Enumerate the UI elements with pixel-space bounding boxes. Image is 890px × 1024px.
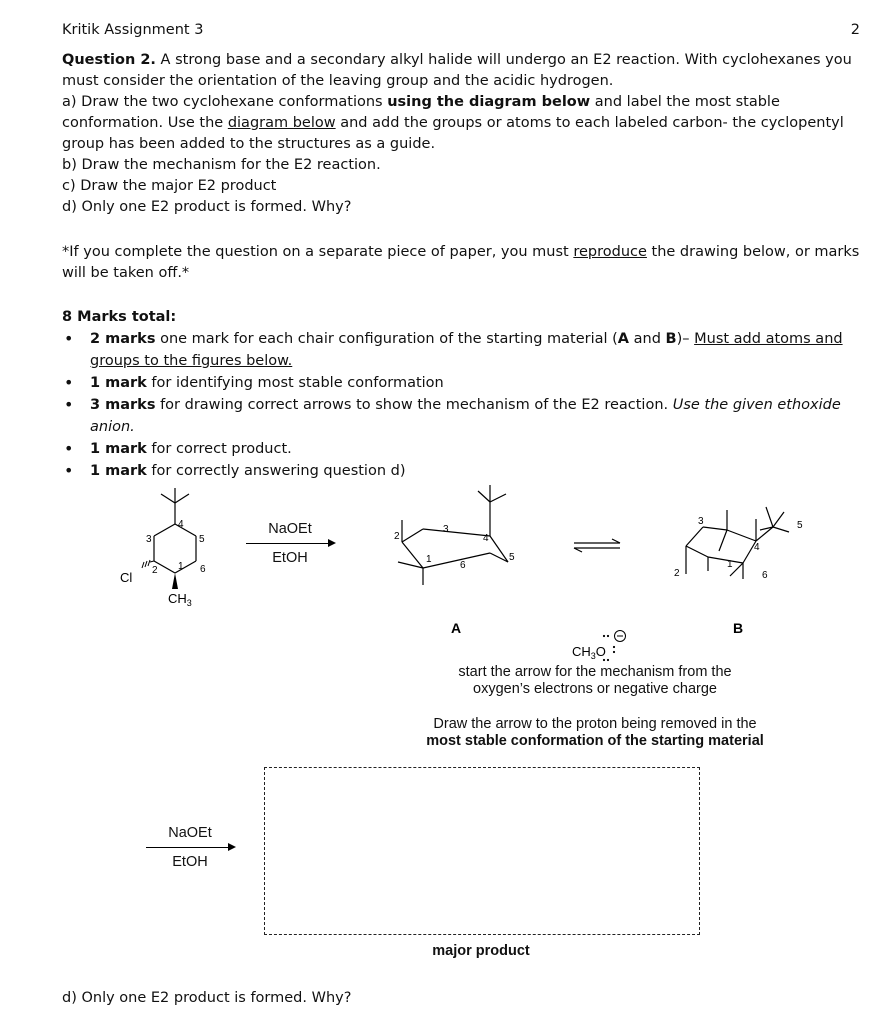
chair-a-number-6: 6 — [460, 560, 466, 571]
reagent-top: NaOEt — [168, 825, 212, 841]
marks-item: • 2 marks one mark for each chair configuration of the starting material (A and B)– Must add atoms and groups to the figures below. — [62, 328, 882, 372]
chair-a-number-2: 2 — [394, 531, 400, 542]
question-part-a: a) Draw the two cyclohexane conformations using the diagram below and label the most stable conformation. Use the diagram below and add the groups or atoms to each labeled carbon- the cyclopentyl group has been added to the structures as a guide. — [62, 94, 844, 152]
chair-b-number-5: 5 — [797, 520, 803, 531]
chair-b-number-3: 3 — [698, 516, 704, 527]
reagents-step-2 — [146, 825, 234, 870]
question-part-b: b) Draw the mechanism for the E2 reaction. — [62, 157, 381, 173]
product-answer-box[interactable] — [264, 767, 700, 935]
reaction-arrow — [246, 543, 334, 544]
chair-a-number-1: 1 — [426, 554, 432, 565]
conformation-b-label: B — [733, 620, 744, 636]
question-block — [62, 50, 862, 218]
marks-item: • 1 mark for identifying most stable conformation — [62, 372, 882, 394]
page-header — [62, 22, 860, 38]
chair-b-number-4: 4 — [754, 542, 760, 553]
mechanism-instruction: start the arrow for the mechanism from the oxygen’s electrons or negative charge — [458, 664, 732, 697]
reaction-arrow — [146, 847, 234, 848]
marks-item: • 3 marks for drawing correct arrows to show the mechanism of the E2 reaction. Use the given ethoxide anion. — [62, 394, 882, 438]
ring-number-6: 6 — [200, 564, 206, 575]
chloro-label: Cl — [120, 570, 133, 585]
starting-material-structure — [142, 488, 196, 573]
question-label: Question 2. — [62, 52, 156, 68]
reagent-top: NaOEt — [268, 521, 312, 537]
question-intro: Question 2. A strong base and a secondary alkyl halide will undergo an E2 reaction. With cyclohexanes you must consider the orientation of the leaving group and the acidic hydrogen. — [62, 52, 852, 89]
ring-number-3: 3 — [146, 534, 152, 545]
reagent-bottom: EtOH — [272, 550, 308, 566]
marks-list — [62, 328, 882, 482]
chair-a-number-5: 5 — [509, 552, 515, 563]
final-question: d) Only one E2 product is formed. Why? — [62, 990, 352, 1006]
reproduce-note: *If you complete the question on a separate piece of paper, you must reproduce the drawing below, or marks will be taken off.* — [62, 244, 860, 281]
marks-item: • 1 mark for correct product. — [62, 438, 882, 460]
chair-a-structure — [398, 485, 508, 585]
reagent-bottom: EtOH — [172, 854, 208, 870]
ring-number-4: 4 — [178, 519, 184, 530]
conformation-a-label: A — [451, 620, 462, 636]
marks-section — [62, 306, 882, 482]
diagram-below-link: diagram below — [227, 115, 336, 131]
marks-title: 8 Marks total: — [62, 309, 177, 325]
chair-b-number-1: 1 — [727, 559, 733, 570]
methyl-label: $CH_3$ — [168, 591, 192, 608]
question-part-c: c) Draw the major E2 product — [62, 178, 277, 194]
chair-a-number-4: 4 — [483, 533, 489, 544]
reagents-step-1 — [246, 521, 334, 566]
ring-number-2: 2 — [152, 565, 158, 576]
page-number: 2 — [850, 22, 860, 38]
chair-b-number-6: 6 — [762, 570, 768, 581]
proton-instruction: Draw the arrow to the proton being removed in the most stable conformation of the starting material — [426, 716, 764, 749]
svg-text:CH3O: $CH_3O$ — [572, 644, 606, 661]
assignment-title: Kritik Assignment 3 — [62, 22, 204, 38]
chair-a-number-3: 3 — [443, 524, 449, 535]
marks-item: • 1 mark for correctly answering question d) — [62, 460, 882, 482]
ring-number-1: 1 — [178, 561, 184, 572]
major-product-label: major product — [432, 943, 530, 959]
question-part-d: d) Only one E2 product is formed. Why? — [62, 199, 352, 215]
chair-b-number-2: 2 — [674, 568, 680, 579]
methoxide-anion — [572, 631, 626, 662]
ring-number-5: 5 — [199, 534, 205, 545]
